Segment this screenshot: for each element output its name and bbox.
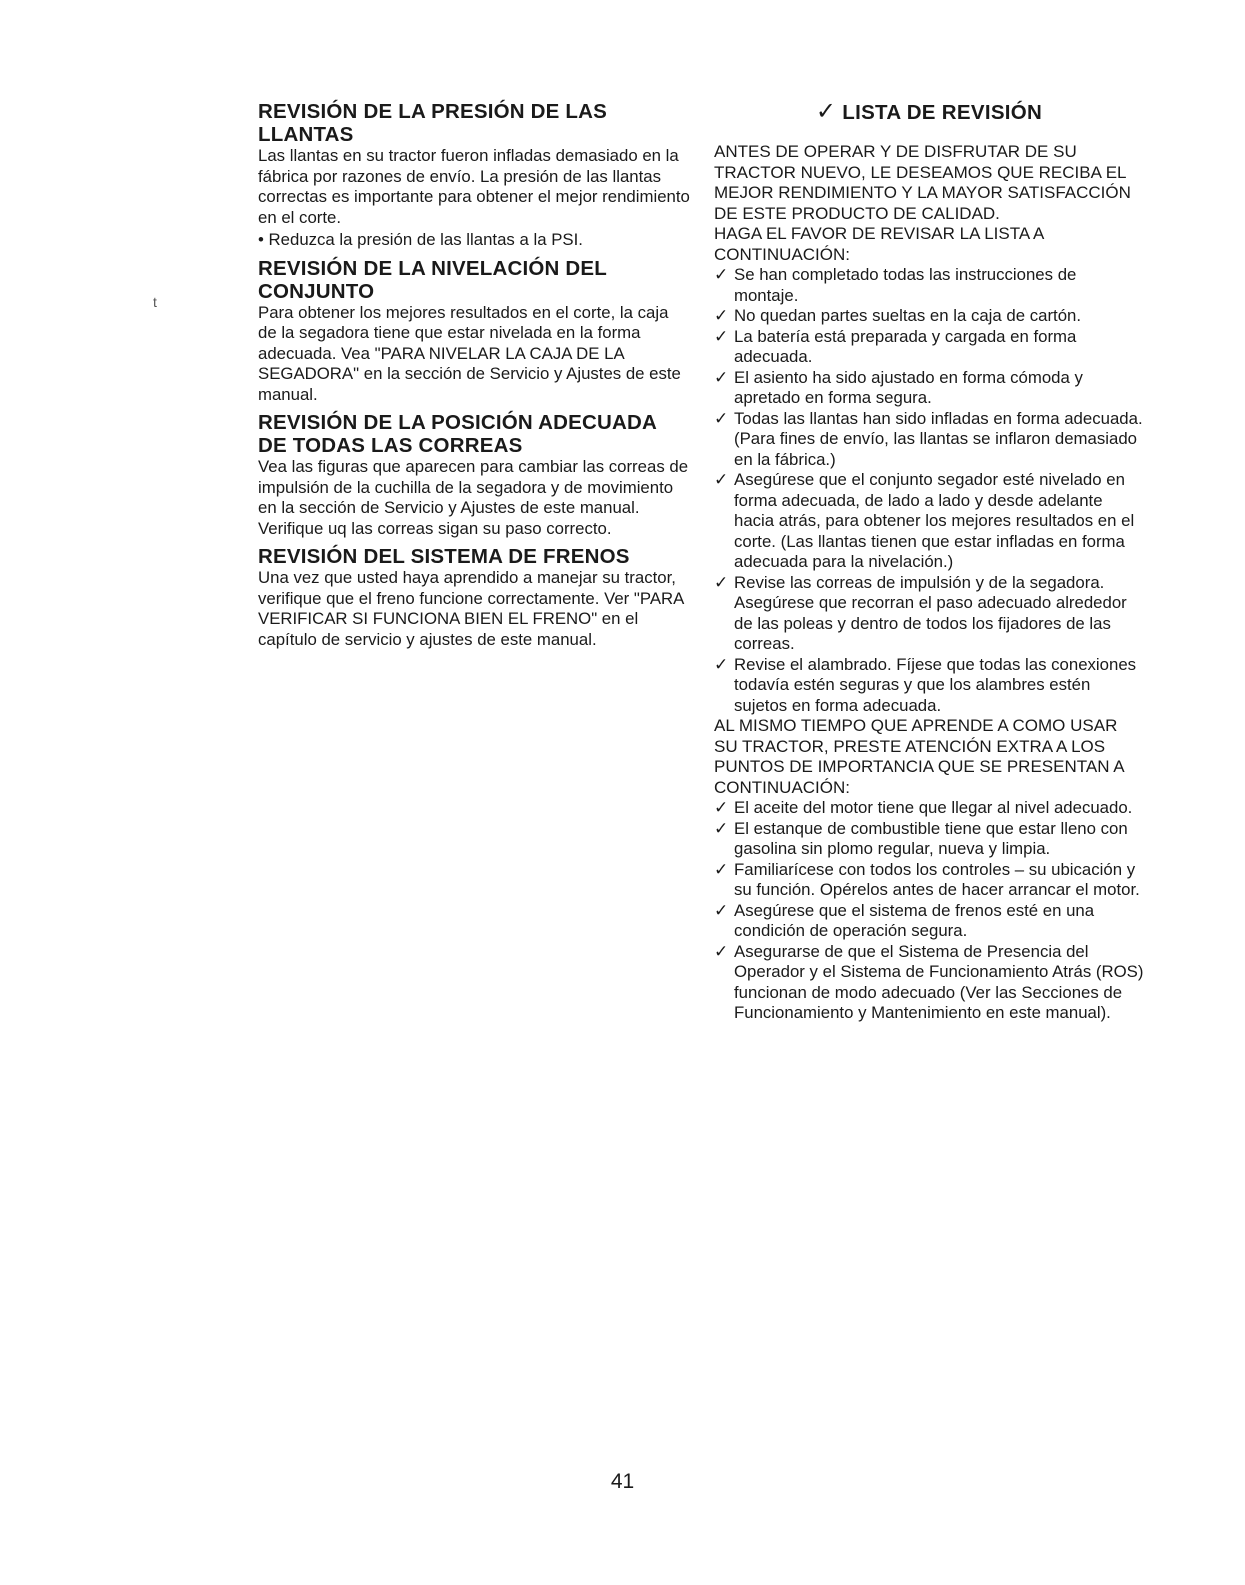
checklist-item-text: No quedan partes sueltas en la caja de cartón.: [734, 306, 1082, 325]
checklist-items: [714, 265, 1144, 716]
checklist-intro: ANTES DE OPERAR Y DE DISFRUTAR DE SU TRACTOR NUEVO, LE DESEAMOS QUE RECIBA EL MEJOR RENDIMIENTO Y LA MAYOR SATISFACCIÓN DE ESTE PRODUCTO DE CALIDAD.: [714, 142, 1131, 223]
checklist-item: [714, 573, 1144, 655]
checklist-item-text: Asegúrese que el conjunto segador esté nivelado en forma adecuada, de lado a lado y desde adelante hacia atrás, para obtener los mejores resultados en el corte. (Las llantas tienen que estar infladas en forma adecuada para la nivelación.): [734, 470, 1135, 571]
tire-pressure-section: [258, 100, 690, 251]
checklist-item: [714, 860, 1144, 901]
page-number: 41: [610, 1470, 635, 1493]
checklist-item-text: Asegurarse de que el Sistema de Presencia del Operador y el Sistema de Funcionamiento Atrás (ROS) funcionan de modo adecuado (Ver las Secciones de Funcionamiento y Mantenimiento en este manual).: [734, 941, 1144, 1022]
checkmark-icon: ✓: [714, 265, 729, 284]
checklist-item: [714, 306, 1144, 327]
checkmark-icon: ✓: [714, 798, 729, 817]
checklist-items-2: [714, 798, 1144, 1024]
checkmark-icon: ✓: [714, 654, 729, 674]
checkmark-icon: ✓: [714, 900, 729, 920]
stray-mark: t: [153, 294, 157, 310]
brake-system-section: [258, 545, 690, 650]
checklist-intro-2: AL MISMO TIEMPO QUE APRENDE A COMO USAR SU TRACTOR, PRESTE ATENCIÓN EXTRA A LOS PUNTOS DE IMPORTANCIA QUE SE PRESENTAN A CONTINUACIÓN:: [714, 716, 1124, 797]
section-heading: REVISIÓN DE LA PRESIÓN DE LAS LLANTAS: [258, 100, 608, 146]
left-column: [258, 98, 690, 656]
checklist-item: [714, 942, 1144, 1024]
checkmark-icon: ✓: [714, 572, 729, 592]
section-heading: REVISIÓN DEL SISTEMA DE FRENOS: [258, 545, 630, 568]
checklist-item-text: Se han completado todas las instrucciones de montaje.: [734, 265, 1077, 305]
checklist-item-text: El estanque de combustible tiene que estar lleno con gasolina sin plomo regular, nueva y limpia.: [734, 818, 1128, 858]
checkmark-icon: ✓: [714, 859, 729, 879]
section-text: Para obtener los mejores resultados en el corte, la caja de la segadora tiene que estar nivelada en la forma adecuada. Vea "PARA NIVELAR LA CAJA DE LA SEGADORA" en la sección de Servicio y Ajustes de este manual.: [258, 302, 681, 404]
checkmark-icon: ✓: [714, 818, 729, 838]
checklist-item-text: Familiarícese con todos los controles – su ubicación y su función. Opérelos antes de hacer arrancar el motor.: [734, 859, 1140, 899]
checklist-item: [714, 798, 1144, 819]
section-text: Vea las figuras que aparecen para cambiar las correas de impulsión de la cuchilla de la segadora y de movimiento en la sección de Servicio y Ajustes de este manual. Verifique uq las correas sigan su paso correcto.: [258, 457, 689, 538]
checkmark-icon: ✓: [714, 367, 729, 387]
checkmark-icon: ✓: [714, 326, 729, 346]
deck-leveling-section: [258, 257, 690, 406]
section-heading: REVISIÓN DE LA NIVELACIÓN DEL CONJUNTO: [258, 256, 607, 303]
checkmark-icon: ✓: [714, 470, 729, 489]
checklist-item: [714, 819, 1144, 860]
section-heading: REVISIÓN DE LA POSICIÓN ADECUADA DE TODAS LAS CORREAS: [258, 411, 657, 457]
checkmark-icon: ✓: [714, 306, 729, 325]
checklist-item-text: La batería está preparada y cargada en forma adecuada.: [734, 326, 1077, 366]
checkmark-icon: ✓: [815, 98, 837, 125]
checklist-item-text: Todas las llantas han sido infladas en forma adecuada. (Para fines de envío, las llantas se inflaron demasiado en la fábrica.): [734, 408, 1143, 469]
checkmark-icon: ✓: [714, 408, 729, 428]
checklist-title: [714, 100, 1144, 124]
checklist-item: [714, 901, 1144, 942]
checklist-item: [714, 368, 1144, 409]
section-bullet: • Reduzca la presión de las llantas a la PSI.: [258, 230, 583, 249]
checklist-item: [714, 470, 1144, 573]
checklist-item: [714, 409, 1144, 471]
checklist-item-text: El aceite del motor tiene que llegar al nivel adecuado.: [734, 798, 1133, 817]
right-column: [714, 98, 1144, 1024]
checkmark-icon: ✓: [714, 941, 729, 961]
belt-position-section: [258, 411, 690, 539]
checklist-item: [714, 265, 1144, 306]
section-text: Una vez que usted haya aprendido a manejar su tractor, verifique que el freno funcione correctamente. Ver "PARA VERIFICAR SI FUNCIONA BIEN EL FRENO" en el capítulo de servicio y ajustes de este manual.: [258, 568, 684, 649]
checklist-item: [714, 655, 1144, 717]
checklist-prompt: HAGA EL FAVOR DE REVISAR LA LISTA A CONTINUACIÓN:: [714, 224, 1044, 264]
checklist-item-text: El asiento ha sido ajustado en forma cómoda y apretado en forma segura.: [734, 367, 1083, 407]
checklist-item-text: Asegúrese que el sistema de frenos esté en una condición de operación segura.: [734, 900, 1095, 940]
checklist-title-text: LISTA DE REVISIÓN: [842, 101, 1043, 124]
checklist-item: [714, 327, 1144, 368]
section-text: Las llantas en su tractor fueron infladas demasiado en la fábrica por razones de envío. La presión de las llantas correctas es importante para obtener el mejor rendimiento en el corte.: [258, 146, 690, 227]
checklist-item-text: Revise el alambrado. Fíjese que todas las conexiones todavía estén seguras y que los alambres estén sujetos en forma adecuada.: [734, 654, 1137, 715]
checklist-item-text: Revise las correas de impulsión y de la segadora. Asegúrese que recorran el paso adecuado alrededor de las poleas y dentro de todos los fijadores de las correas.: [734, 572, 1127, 653]
